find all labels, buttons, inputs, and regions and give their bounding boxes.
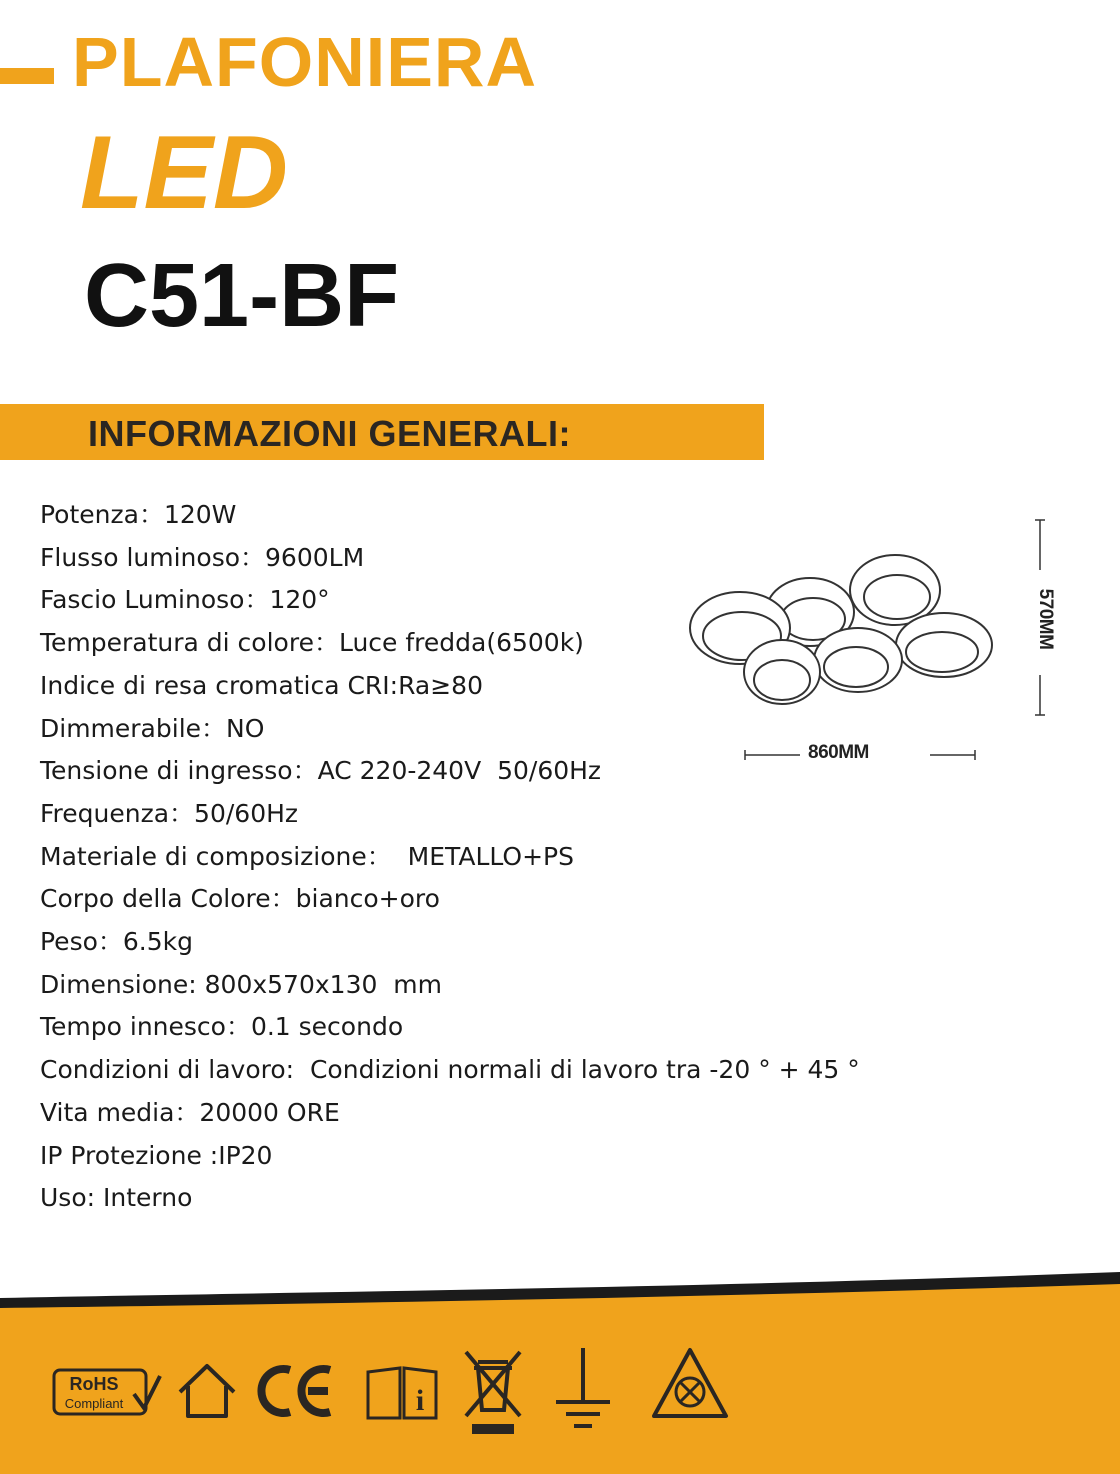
lamp-ring-inner (754, 660, 810, 700)
surface-warning-icon (650, 1346, 730, 1420)
spec-item: Flusso luminoso：9600LM (40, 542, 365, 572)
rohs-icon (52, 1368, 162, 1418)
title-led: LED (80, 115, 288, 231)
section-title: INFORMAZIONI GENERALI: (88, 413, 571, 454)
spec-item: Tensione di ingresso：AC 220-240V 50/60Hz (40, 756, 602, 786)
width-dimension-label: 860MM (808, 742, 869, 763)
spec-item: Fascio Luminoso：120° (40, 585, 330, 615)
manual-info-icon (364, 1364, 440, 1422)
height-dimension-label: 570MM (1035, 588, 1056, 650)
spec-item: Dimensione: 800x570x130 mm (40, 969, 442, 999)
spec-item: Temperatura di colore：Luce fredda(6500k) (40, 628, 584, 658)
spec-item: IP Protezione :IP20 (40, 1140, 273, 1170)
lamp-ring-inner (864, 575, 930, 619)
title-plafoniera: PLAFONIERA (72, 23, 537, 101)
lamp-ring-inner (906, 632, 978, 672)
spec-item: Potenza：120W (40, 500, 237, 529)
certification-icons (0, 1340, 1120, 1440)
spec-item: Vita media：20000 ORE (40, 1097, 340, 1127)
spec-item: Dimmerabile：NO (40, 713, 265, 743)
spec-item: Tempo innesco：0.1 secondo (40, 1012, 404, 1042)
indoor-house-icon (176, 1362, 238, 1420)
svg-text:Compliant: Compliant (64, 1396, 124, 1411)
lamp-ring-inner (824, 647, 888, 687)
svg-text:i: i (415, 1384, 425, 1417)
spec-item: Indice di resa cromatica CRI:Ra≥80 (40, 670, 483, 700)
svg-text:RoHS: RoHS (69, 1374, 119, 1394)
spec-item: Materiale di composizione： METALLO+PS (40, 841, 574, 871)
spec-item: Uso: Interno (40, 1183, 193, 1213)
ground-symbol-icon (552, 1346, 614, 1432)
lamp-diagram (670, 510, 1090, 800)
weee-bin-icon (460, 1346, 526, 1438)
spec-item: Condizioni di lavoro: Condizioni normali di lavoro tra -20 ° + 45 ° (40, 1055, 860, 1085)
spec-item: Peso：6.5kg (40, 927, 193, 957)
model-code: C51-BF (84, 246, 400, 346)
ce-mark-icon (256, 1360, 338, 1422)
accent-dash (0, 68, 54, 84)
spec-item: Frequenza：50/60Hz (40, 798, 299, 828)
spec-item: Corpo della Colore：bianco+oro (40, 884, 440, 914)
